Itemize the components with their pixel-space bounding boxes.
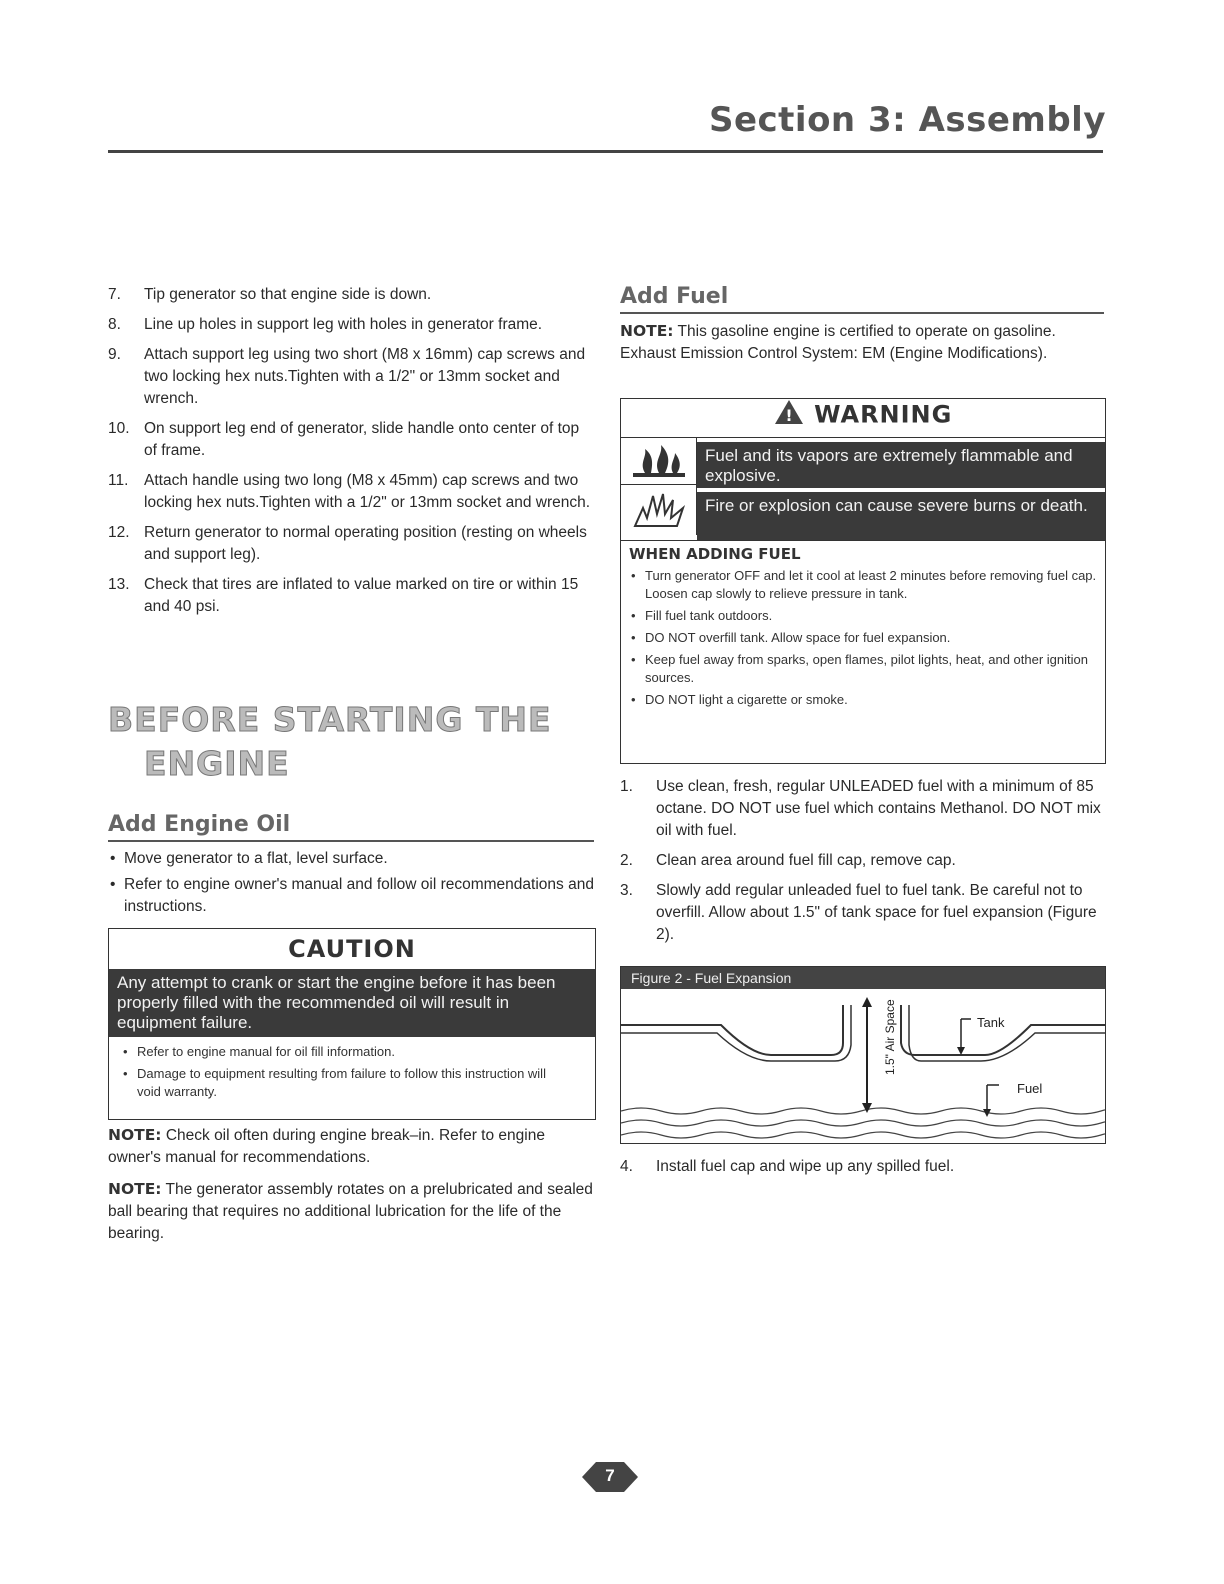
caution-box bbox=[108, 928, 596, 1120]
add-engine-oil-heading: Add Engine Oil bbox=[108, 812, 594, 842]
warning-hazards bbox=[621, 438, 1105, 540]
warning-instructions bbox=[621, 540, 1105, 717]
fuel-step-4 bbox=[620, 1156, 1104, 1186]
figure-caption: Figure 2 - Fuel Expansion bbox=[621, 967, 1105, 989]
caution-band: Any attempt to crank or start the engine before it has been properly filled with the recommended oil will result in equipment failure. bbox=[109, 969, 595, 1037]
fire-hazard-icon bbox=[621, 438, 697, 485]
section-title: Section 3: Assembly bbox=[708, 100, 1106, 140]
warning-band-flammable: Fuel and its vapors are extremely flammable and explosive. bbox=[697, 442, 1105, 488]
list-item: 3. Slowly add regular unleaded fuel to fuel tank. Be careful not to overfill. Allow about 1.5" of tank space for fuel expansion (Figure 2). bbox=[620, 882, 1097, 943]
caution-title: CAUTION bbox=[288, 935, 416, 963]
warning-bands bbox=[697, 438, 1105, 540]
list-item: • Fill fuel tank outdoors. bbox=[629, 607, 1097, 625]
fuel-note bbox=[620, 320, 1104, 365]
list-item: • Refer to engine owner's manual and follow oil recommendations and instructions. bbox=[108, 874, 596, 918]
note-bearing bbox=[108, 1178, 596, 1245]
page-number-badge bbox=[582, 1460, 638, 1494]
list-item: • DO NOT light a cigarette or smoke. bbox=[629, 691, 1097, 709]
left-column bbox=[108, 284, 596, 626]
before-starting-heading-line2: ENGINE bbox=[144, 744, 290, 783]
list-item: • Turn generator OFF and let it cool at least 2 minutes before removing fuel cap. Loosen cap slowly to relieve pressure in tank. bbox=[629, 567, 1097, 603]
list-item: • Move generator to a flat, level surface. bbox=[108, 848, 596, 870]
list-item: 10. On support leg end of generator, slide handle onto center of top of frame. bbox=[108, 420, 580, 459]
note-oil bbox=[108, 1124, 596, 1169]
warning-header bbox=[621, 399, 1105, 438]
note-text: This gasoline engine is certified to operate on gasoline. Exhaust Emission Control System: EM (Engine Modifications). bbox=[620, 323, 1056, 362]
list-item: 11. Attach handle using two long (M8 x 45mm) cap screws and two locking hex nuts.Tighten with a 1/2" or 13mm socket and wrench. bbox=[108, 472, 591, 511]
list-item: 13. Check that tires are inflated to value marked on tire or within 15 and 40 psi. bbox=[108, 576, 579, 615]
warning-box bbox=[620, 398, 1106, 764]
note-text: The generator assembly rotates on a prelubricated and sealed ball bearing that requires no additional lubrication for the life of the bearing. bbox=[108, 1181, 593, 1242]
add-fuel-heading: Add Fuel bbox=[620, 284, 1104, 314]
fuel-steps bbox=[620, 776, 1104, 954]
hazard-icons bbox=[621, 438, 697, 540]
note-label: NOTE: bbox=[108, 1126, 162, 1144]
list-item: • Refer to engine manual for oil fill information. bbox=[121, 1043, 561, 1061]
list-item: 1. Use clean, fresh, regular UNLEADED fuel with a minimum of 85 octane. DO NOT use fuel which contains Methanol. DO NOT mix oil with fuel. bbox=[620, 778, 1101, 839]
air-space-label: 1.5" Air Space bbox=[883, 999, 897, 1075]
note-label: NOTE: bbox=[620, 322, 674, 340]
fuel-label: Fuel bbox=[1017, 1081, 1043, 1096]
when-adding-fuel-heading: WHEN ADDING FUEL bbox=[629, 545, 801, 563]
list-item: • Damage to equipment resulting from failure to follow this instruction will void warranty. bbox=[121, 1065, 561, 1101]
oil-bullets bbox=[108, 848, 596, 922]
list-item: • DO NOT overfill tank. Allow space for fuel expansion. bbox=[629, 629, 1097, 647]
list-item: 8. Line up holes in support leg with holes in generator frame. bbox=[108, 316, 543, 333]
list-item: 9. Attach support leg using two short (M8 x 16mm) cap screws and two locking hex nuts.Tighten with a 1/2" or 13mm socket and wrench. bbox=[108, 346, 586, 407]
explosion-hazard-icon bbox=[621, 485, 697, 535]
fuel-expansion-diagram bbox=[621, 989, 1105, 1139]
assembly-steps bbox=[108, 284, 596, 618]
warning-triangle-icon bbox=[774, 399, 804, 430]
list-item: 4. Install fuel cap and wipe up any spilled fuel. bbox=[620, 1158, 955, 1175]
list-item: 12. Return generator to normal operating position (resting on wheels and support leg). bbox=[108, 524, 587, 563]
tank-label: Tank bbox=[977, 1015, 1005, 1030]
warning-band-explosion: Fire or explosion can cause severe burns or death. bbox=[697, 492, 1105, 540]
list-item: 2. Clean area around fuel fill cap, remove cap. bbox=[620, 852, 956, 869]
page-number: 7 bbox=[605, 1466, 615, 1485]
header-rule bbox=[108, 150, 1103, 153]
note-text: Check oil often during engine break–in. Refer to engine owner's manual for recommendations. bbox=[108, 1127, 545, 1166]
list-item: • Keep fuel away from sparks, open flames, pilot lights, heat, and other ignition sources. bbox=[629, 651, 1097, 687]
svg-text:!: ! bbox=[784, 406, 793, 425]
note-label: NOTE: bbox=[108, 1180, 162, 1198]
list-item: 7. Tip generator so that engine side is down. bbox=[108, 286, 432, 303]
warning-title: WARNING bbox=[814, 400, 953, 429]
before-starting-heading-line1: BEFORE STARTING THE bbox=[108, 700, 552, 739]
figure-fuel-expansion bbox=[620, 966, 1106, 1144]
